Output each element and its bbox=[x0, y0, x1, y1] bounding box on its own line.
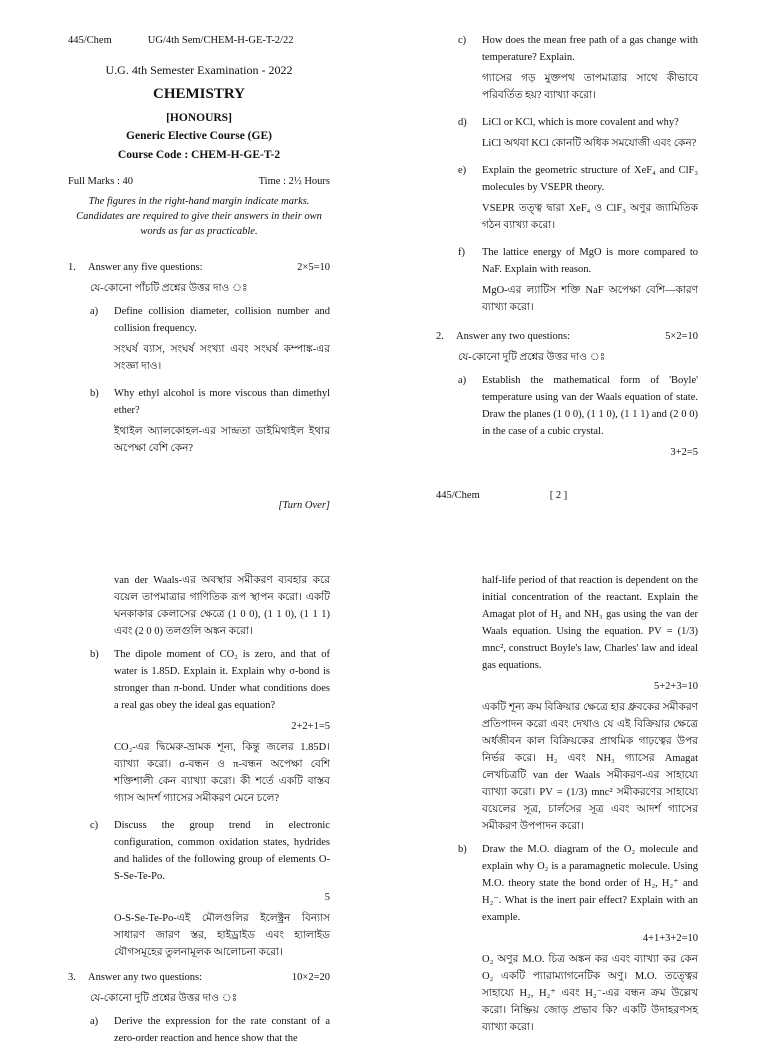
question-bengali: যে-কোনো দুটি প্রশ্নের উত্তর দাও ঃ bbox=[458, 352, 606, 363]
question-bengali: যে-কোনো পাঁচটি প্রশ্নের উত্তর দাও ঃ bbox=[90, 283, 248, 295]
subquestion-1d bbox=[436, 114, 698, 156]
subquestion-2b bbox=[68, 646, 330, 811]
question-text: Answer any two questions: bbox=[456, 331, 571, 342]
footer-code: 445/Chem bbox=[436, 490, 480, 501]
page-footer bbox=[436, 487, 698, 504]
sub-text-bn: গ্যাসের গড় মুক্তপথ তাপমাত্রার সাথে কীভাবে পরিবর্তিত হয়? ব্যাখ্যা করো। bbox=[482, 73, 698, 101]
sub-label: f) bbox=[458, 247, 465, 258]
sub-text-bn: সংঘর্ষ ব্যাস, সংঘর্ষ সংখ্যা এবং সংঘর্ষ কম্পাঙ্ক-এর সংজ্ঞা দাও। bbox=[114, 344, 330, 373]
sub-marks: 3+2=5 bbox=[670, 447, 698, 458]
sub-text-bn: একটি শূন্য ক্রম বিক্রিয়ার ক্ষেত্রে হার ধ্রুবকের সমীকরণ প্রতিপাদন করো এবং দেখাও যে এই বিক্রিয়ার ক্ষেত্রে অর্ধজীবন কাল বিক্রিয়কের প্রাথমিক গাঢ়ত্বের উপর নির্ভর করে। H₂ এবং NH₃ গ্যাসের Amagat লেখচিত্রটি van der Waals সমীকরণ-এর সাহায্যে ব্যাখ্যা করো। PV = (1/3) mnc² সমীকরণের সাহায্যে বয়েলের সূত্র, চার্লসের সূত্র এবং আদর্শ গ্যাসের সমীকরণ উপপাদন করো। bbox=[482, 702, 698, 832]
sub-text-en: The lattice energy of MgO is more compared to NaF. Explain with reason. bbox=[482, 247, 698, 275]
sub-marks: 5 bbox=[324, 892, 330, 903]
sub-text-en: Derive the expression for the rate constant of a zero-order reaction and hence show that the bbox=[114, 1016, 330, 1044]
sub-label: a) bbox=[90, 1016, 99, 1027]
sub-text-en: How does the mean free path of a gas change with temperature? Explain. bbox=[482, 35, 698, 63]
sub-text-bn: O₂ অণুর M.O. চিত্র অঙ্কন কর এবং ব্যাখ্যা কর কেন O₂ একটি প্যারাম্যাগনেটিক অণু। M.O. তত্ত্বের সাহায্যে H₂, H₂⁺ এবং H₂⁻-এর বন্ধন ক্রম উল্লেখ করো। নিষ্ক্রিয় জোড় প্রভাব কি? একটি উদাহরণসহ ব্যাখ্যা করো। bbox=[482, 954, 698, 1033]
subquestion-1b bbox=[68, 385, 330, 461]
sub-marks: 5+2+3=10 bbox=[653, 681, 698, 692]
subquestion-1e bbox=[436, 162, 698, 238]
page-number: [ 2 ] bbox=[549, 490, 568, 501]
paper-title: UG/4th Sem/CHEM-H-GE-T-2/22 bbox=[147, 35, 294, 46]
question-1 bbox=[68, 259, 330, 276]
sub-text-bn: MgO-এর ল্যাটিস শক্তি NaF অপেক্ষা বেশি—কারণ ব্যাখ্যা করো। bbox=[482, 285, 698, 313]
question-marks: 10×2=20 bbox=[291, 972, 330, 983]
sub-text-en: LiCl or KCl, which is more covalent and why? bbox=[482, 117, 679, 128]
sub-label: b) bbox=[90, 649, 99, 660]
sub-label: b) bbox=[90, 388, 99, 400]
sub-label: c) bbox=[90, 820, 99, 831]
sub-text-bn: LiCl অথবা KCl কোনটি অধিক সমযোজী এবং কেন? bbox=[482, 138, 697, 149]
subquestion-3a-continued bbox=[436, 572, 698, 835]
subquestion-3a bbox=[68, 1013, 330, 1051]
subject-title: CHEMISTRY bbox=[153, 86, 245, 103]
sub-text-en: The dipole moment of CO₂ is zero, and that of water is 1.85D. Explain it. Explain why σ-bond is stronger than π-bond. Under what conditions does a real gas obey the ideal gas equation? bbox=[114, 649, 330, 711]
sub-text-bn: ইথাইল অ্যালকোহল-এর সান্দ্রতা ডাইমিথাইল ইথার অপেক্ষা বেশি কেন? bbox=[114, 426, 330, 455]
marks-time-row bbox=[68, 173, 330, 190]
sub-text-en: Draw the M.O. diagram of the O₂ molecule and explain why O₂ is a paramagnetic molecule. Using M.O. theory state the bond order of H₂, H₂⁺ and H₂⁻. What is the inert pair effect? Explain with an example. bbox=[482, 844, 698, 923]
question-marks: 5×2=10 bbox=[665, 331, 698, 342]
turn-over: [Turn Over] bbox=[278, 500, 330, 512]
subquestion-2a-bengali bbox=[68, 572, 330, 640]
question-bengali: যে-কোনো দুটি প্রশ্নের উত্তর দাও ঃ bbox=[90, 993, 238, 1004]
honours-label: [HONOURS] bbox=[166, 111, 232, 124]
sub-text-en: half-life period of that reaction is dependent on the initial concentration of the reactant. Explain the Amagat plot of H₂ and NH₃ gas using the van der Waals equation. Using the equation. PV = (1/3) mnc², construct Boyle's law, Charles' law and ideal gas equations. bbox=[482, 575, 698, 671]
sub-text-bn: van der Waals-এর অবস্থার সমীকরণ ব্যবহার করে বয়েল তাপমাত্রার গাণিতিক রূপ স্থাপন করো। একটি ঘনকাকার কেলাসের ক্ষেত্রে (1 0 0), (1 1 0), (1 1 1) এবং (2 0 0) তলগুলি অঙ্কন করো। bbox=[114, 575, 330, 637]
sub-label: a) bbox=[458, 375, 467, 386]
course-code: Course Code : CHEM-H-GE-T-2 bbox=[117, 148, 281, 161]
sub-label: d) bbox=[458, 117, 467, 128]
question-number: 2. bbox=[436, 331, 444, 342]
question-number: 3. bbox=[68, 972, 76, 983]
sub-text-en: Define collision diameter, collision number and collision frequency. bbox=[114, 306, 330, 335]
paper-code: 445/Chem bbox=[68, 35, 112, 46]
subquestion-2a bbox=[436, 372, 698, 465]
sub-text-en: Establish the mathematical form of 'Boyle' temperature using van der Waals equation of state. Draw the planes (1 0 0), (1 1 0), (1 1 1) and (2 0 0) in the case of a cubic crystal. bbox=[482, 375, 698, 437]
time-allowed: Time : 2½ Hours bbox=[258, 175, 330, 187]
question-2 bbox=[436, 328, 698, 345]
course-name: Generic Elective Course (GE) bbox=[126, 130, 272, 143]
sub-text-bn: CO₂-এর দ্বিমেরু-ভ্রামক শূন্য, কিন্তু জলের 1.85D। ব্যাখ্যা করো। σ-বন্ধন ও π-বন্ধন অপেক্ষা বেশি শক্তিশালী কেন ব্যাখ্যা করো। কী শর্তে একটি বাস্তব গ্যাস আদর্শ গ্যাসের সমীকরণ মেনে চলে? bbox=[114, 742, 330, 804]
subquestion-3b bbox=[436, 841, 698, 1040]
sub-label: b) bbox=[458, 844, 467, 855]
page2-left-column bbox=[68, 572, 330, 1051]
question-text: Answer any five questions: bbox=[88, 262, 203, 274]
question-3 bbox=[68, 969, 330, 986]
page-header bbox=[68, 32, 330, 49]
page1-right-column bbox=[436, 32, 698, 504]
question-marks: 2×5=10 bbox=[297, 262, 330, 274]
subquestion-1f bbox=[436, 244, 698, 320]
sub-marks: 2+2+1=5 bbox=[291, 721, 330, 732]
page2-right-column bbox=[436, 572, 698, 1040]
page1-left-column bbox=[68, 32, 330, 514]
exam-title: U.G. 4th Semester Examination - 2022 bbox=[105, 63, 293, 77]
sub-text-bn: VSEPR তত্ত্ব দ্বারা XeF₄ ও ClF₃ অণুর জ্যামিতিক গঠন ব্যাখ্যা করো। bbox=[482, 203, 698, 231]
full-marks: Full Marks : 40 bbox=[68, 175, 134, 187]
subquestion-2c bbox=[68, 817, 330, 965]
sub-label: c) bbox=[458, 35, 467, 46]
subquestion-1c bbox=[436, 32, 698, 108]
sub-text-bn: O-S-Se-Te-Po-এই মৌলগুলির ইলেক্ট্রন বিন্যাস সাধারণ জারণ স্তর, হাইড্রাইড এবং হ্যালাইড যৌগসমূহের তুলনামূলক আলোচনা করো। bbox=[114, 913, 330, 958]
question-text: Answer any two questions: bbox=[88, 972, 203, 983]
instructions-note: The figures in the right-hand margin indicate marks. Candidates are required to give their answers in their own words as far as practicable. bbox=[76, 195, 322, 238]
subquestion-1a bbox=[68, 303, 330, 379]
sub-label: a) bbox=[90, 306, 99, 318]
sub-marks: 4+1+3+2=10 bbox=[642, 933, 698, 944]
sub-label: e) bbox=[458, 165, 467, 176]
question-number: 1. bbox=[68, 262, 76, 274]
sub-text-en: Why ethyl alcohol is more viscous than dimethyl ether? bbox=[114, 388, 330, 417]
sub-text-en: Explain the geometric structure of XeF₄ and ClF₃ molecules by VSEPR theory. bbox=[482, 165, 698, 193]
sub-text-en: Discuss the group trend in electronic configuration, common oxidation states, hydrides and halides of the following group of elements O-S-Se-Te-Po. bbox=[114, 820, 330, 882]
